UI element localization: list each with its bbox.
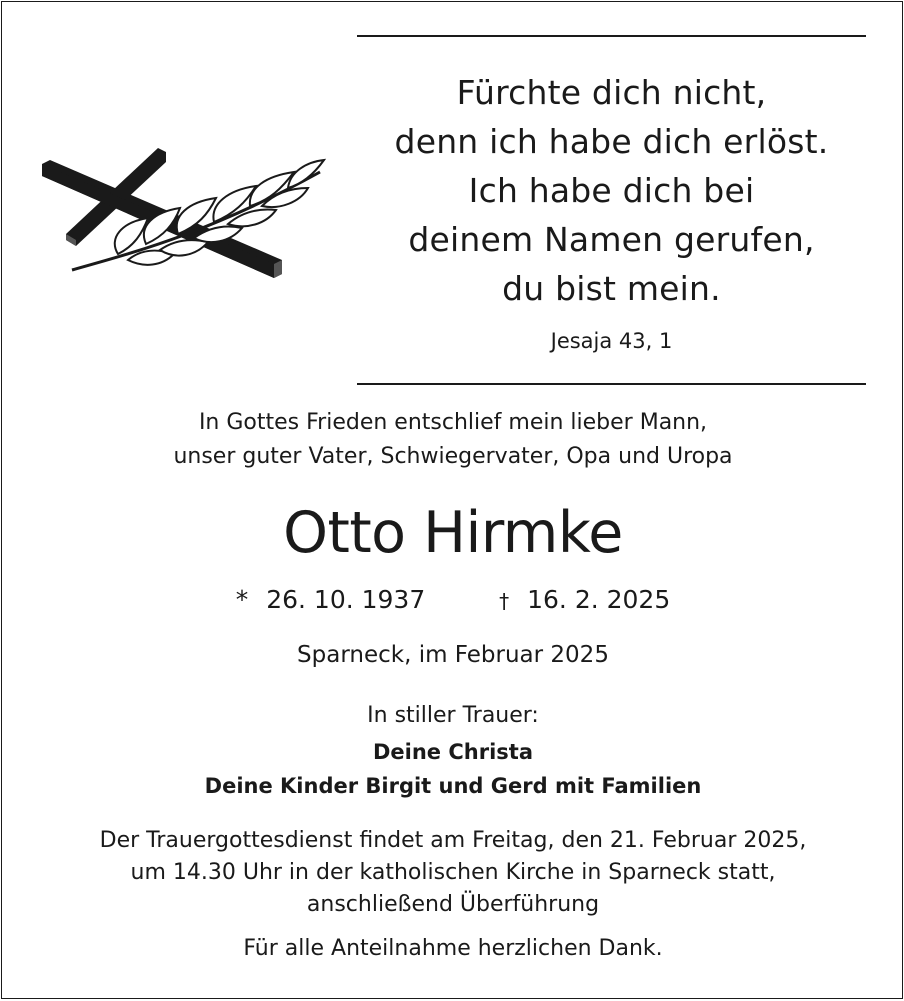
- death-date: 16. 2. 2025: [527, 585, 671, 614]
- service-line: Der Trauergottesdienst findet am Freitag, den 21. Februar 2025,: [99, 828, 807, 853]
- cross-with-palm-branch-icon: [38, 142, 328, 292]
- family-line: Deine Kinder Birgit und Gerd mit Familien: [204, 774, 702, 798]
- mourning-family: [2, 735, 904, 803]
- verse-line: deinem Namen gerufen,: [408, 220, 815, 259]
- verse-line: Fürchte dich nicht,: [456, 73, 767, 112]
- bible-verse: [357, 68, 866, 313]
- life-dates: [2, 582, 904, 619]
- funeral-service-info: [2, 825, 904, 921]
- mourning-heading: In stiller Trauer:: [367, 703, 539, 728]
- birth-symbol: *: [235, 585, 249, 614]
- place-and-date: Sparneck, im Februar 2025: [297, 642, 609, 668]
- verse-line: du bist mein.: [502, 269, 721, 308]
- service-line: um 14.30 Uhr in der katholischen Kirche in Sparneck statt,: [130, 860, 776, 885]
- bottom-rule: [357, 383, 866, 385]
- top-rule: [357, 35, 866, 37]
- family-line: Deine Christa: [372, 740, 533, 764]
- thanks-line: Für alle Anteilnahme herzlichen Dank.: [243, 936, 663, 961]
- birth-date: 26. 10. 1937: [266, 585, 426, 614]
- death-symbol: †: [499, 589, 510, 613]
- intro-line: unser guter Vater, Schwiegervater, Opa und Uropa: [173, 444, 733, 469]
- verse-line: denn ich habe dich erlöst.: [394, 122, 829, 161]
- service-line: anschließend Überführung: [306, 892, 600, 917]
- verse-line: Ich habe dich bei: [468, 171, 755, 210]
- announcement-intro: [2, 406, 904, 474]
- obituary-notice: [1, 1, 903, 999]
- intro-line: In Gottes Frieden entschlief mein lieber Mann,: [198, 410, 708, 435]
- verse-reference: Jesaja 43, 1: [550, 329, 673, 353]
- deceased-name: Otto Hirmke: [283, 500, 623, 566]
